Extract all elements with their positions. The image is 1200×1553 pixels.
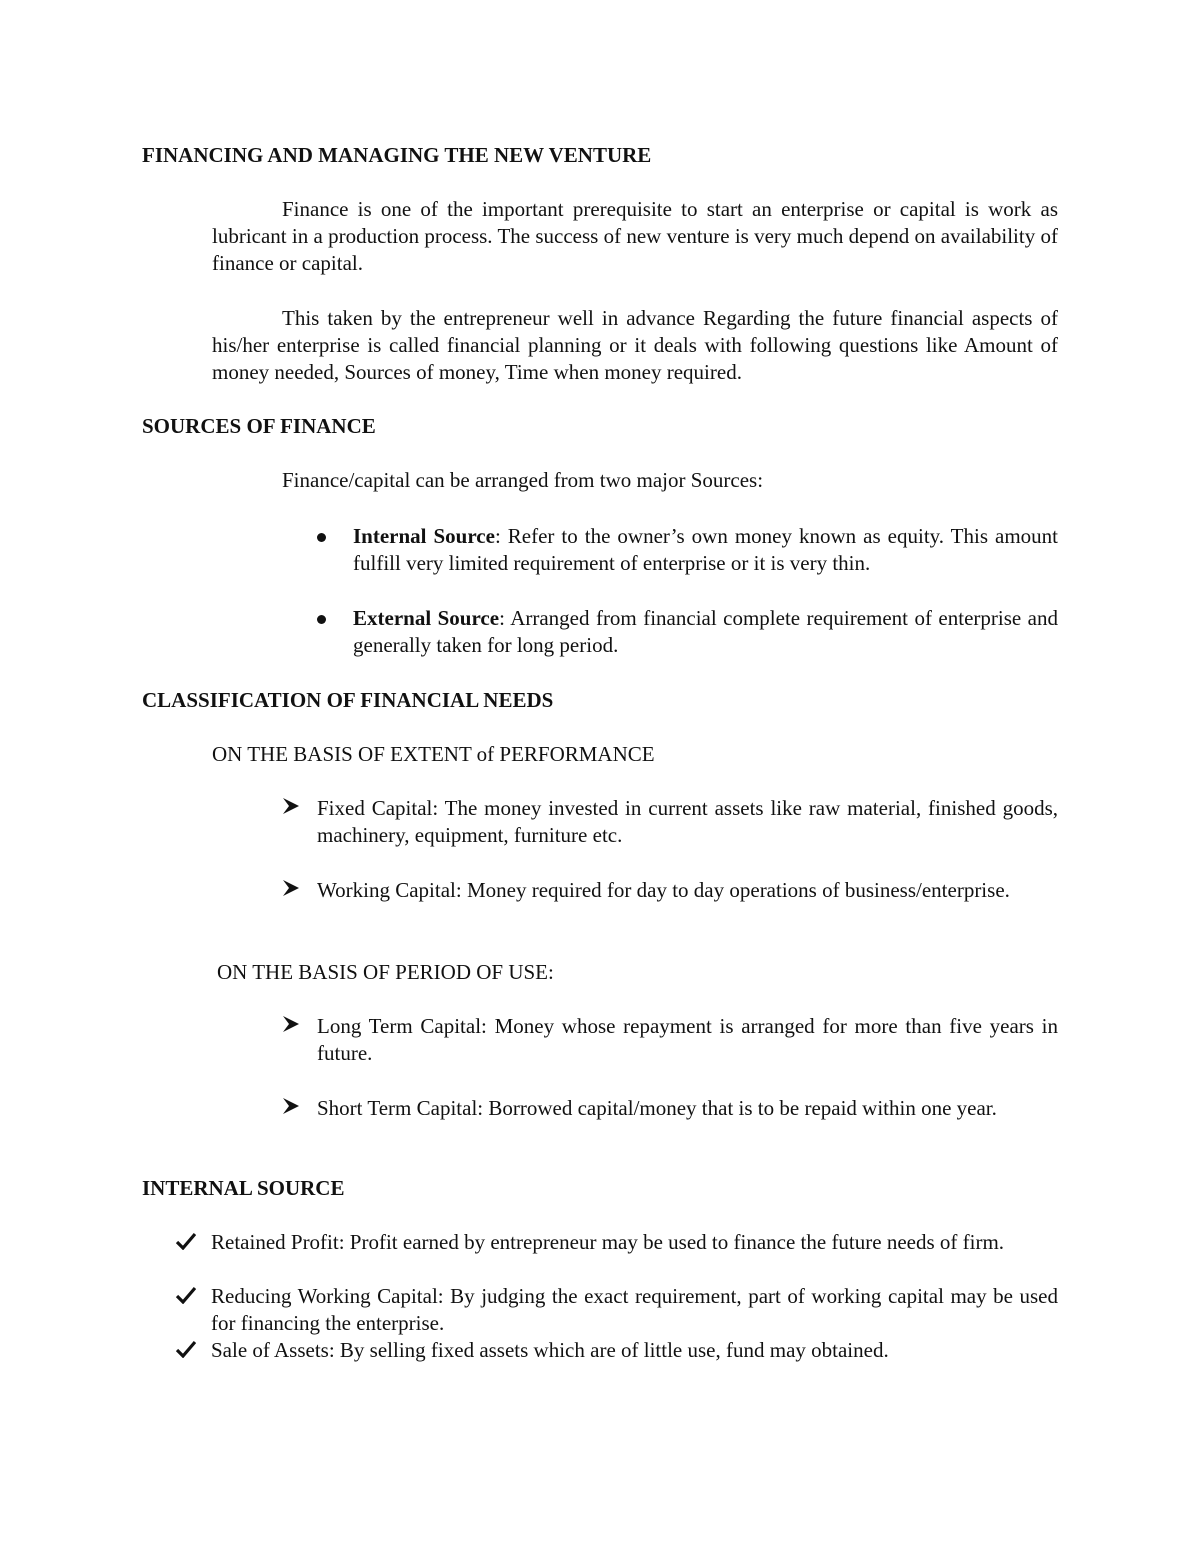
list-item: Reducing Working Capital: By judging the exact requirement, part of working capital may be used for financing the enterprise. — [211, 1284, 1058, 1335]
item-text: : Arranged from financial complete requirement of enterprise and generally taken for long period. — [353, 606, 1058, 657]
list-item: Retained Profit: Profit earned by entrepreneur may be used to finance the future needs of firm. — [211, 1230, 1005, 1254]
list-item: Sale of Assets: By selling fixed assets which are of little use, fund may obtained. — [211, 1338, 889, 1362]
dot-icon — [317, 533, 326, 542]
classification-heading: CLASSIFICATION OF FINANCIAL NEEDS — [142, 688, 554, 712]
item-text: : Refer to the owner’s own money known as equity. This amount fulfill very limited requirement of enterprise or it is very thin. — [353, 524, 1058, 575]
basis-period-heading: ON THE BASIS OF PERIOD OF USE: — [217, 960, 554, 984]
arrowhead-icon — [282, 1095, 300, 1122]
arrowhead-icon — [282, 877, 300, 904]
intro-paragraph-1: Finance is one of the important prerequisite to start an enterprise or capital is work as lubricant in a production process. The success of new venture is very much depend on availability of finance or capital. — [212, 197, 1058, 275]
checkmark-icon — [176, 1284, 196, 1311]
page-title: FINANCING AND MANAGING THE NEW VENTURE — [142, 143, 652, 167]
intro-paragraph-2: This taken by the entrepreneur well in advance Regarding the future financial aspects of his/her enterprise is called financial planning or it deals with following questions like Amount of money needed, Sources of money, Time when money required. — [212, 306, 1058, 384]
checkmark-icon — [176, 1230, 196, 1257]
checkmark-icon — [176, 1338, 196, 1365]
list-item — [353, 605, 1058, 659]
basis-extent-heading: ON THE BASIS OF EXTENT of PERFORMANCE — [212, 742, 655, 766]
list-item — [353, 523, 1058, 577]
internal-heading: INTERNAL SOURCE — [142, 1176, 345, 1200]
item-term: Internal Source — [353, 524, 495, 548]
arrowhead-icon — [282, 795, 300, 822]
sources-lead: Finance/capital can be arranged from two major Sources: — [282, 468, 764, 492]
list-item: Short Term Capital: Borrowed capital/money that is to be repaid within one year. — [317, 1096, 997, 1120]
list-item: Long Term Capital: Money whose repayment is arranged for more than five years in future. — [317, 1014, 1058, 1065]
item-term: External Source — [353, 606, 500, 630]
list-item: Fixed Capital: The money invested in current assets like raw material, finished goods, machinery, equipment, furniture etc. — [317, 796, 1058, 847]
list-item: Working Capital: Money required for day to day operations of business/enterprise. — [317, 878, 1010, 902]
arrowhead-icon — [282, 1013, 300, 1040]
dot-icon — [317, 615, 326, 624]
sources-heading: SOURCES OF FINANCE — [142, 414, 376, 438]
